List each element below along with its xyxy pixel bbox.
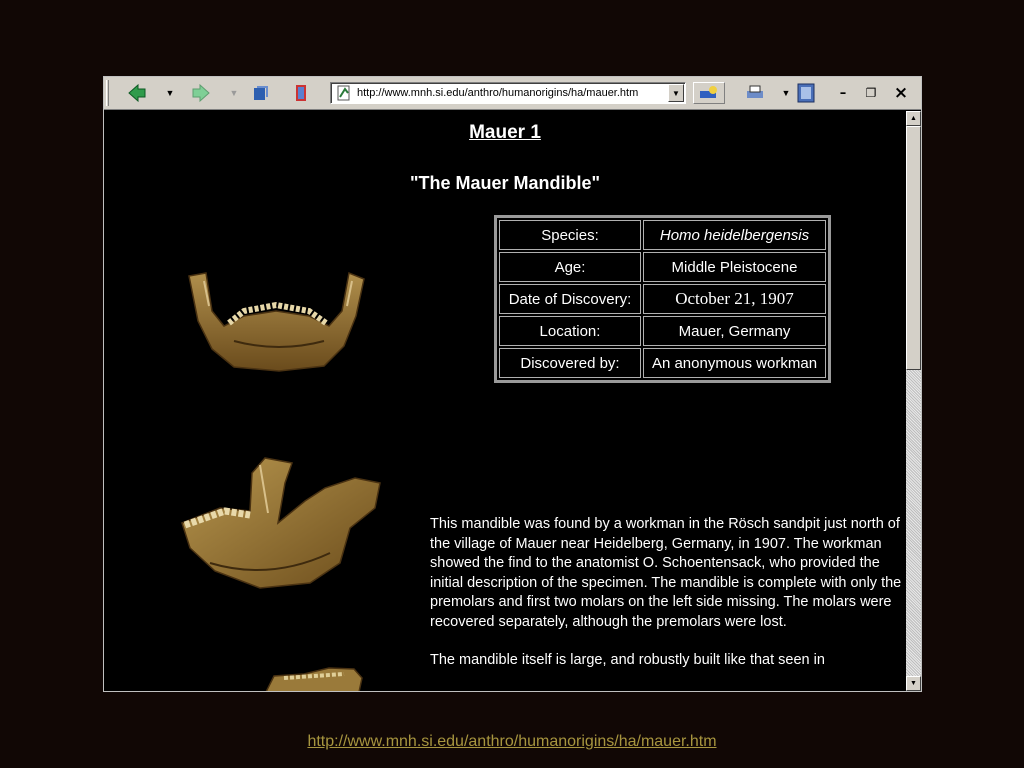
discoverer-value: An anonymous workman xyxy=(643,348,826,378)
species-label: Species: xyxy=(499,220,641,250)
page-icon xyxy=(335,84,353,102)
forward-dropdown-chevron-icon[interactable]: ▼ xyxy=(229,88,239,98)
age-label: Age: xyxy=(499,252,641,282)
table-row xyxy=(499,284,826,314)
date-label: Date of Discovery: xyxy=(499,284,641,314)
table-row xyxy=(499,220,826,250)
forward-icon[interactable] xyxy=(190,82,212,104)
location-label: Location: xyxy=(499,316,641,346)
print-dropdown-chevron-icon[interactable]: ▼ xyxy=(781,88,791,98)
mandible-front-view-image xyxy=(184,271,369,381)
browser-window xyxy=(103,76,922,692)
address-dropdown-chevron-icon[interactable]: ▼ xyxy=(668,84,684,102)
scroll-thumb[interactable] xyxy=(906,126,921,370)
stop-icon[interactable] xyxy=(290,82,312,104)
edit-icon[interactable] xyxy=(794,82,818,104)
location-value: Mauer, Germany xyxy=(643,316,826,346)
date-value: October 21, 1907 xyxy=(643,284,826,314)
back-icon[interactable] xyxy=(126,82,148,104)
species-value: Homo heidelbergensis xyxy=(643,220,826,250)
scroll-up-arrow-icon[interactable]: ▲ xyxy=(906,111,921,126)
search-icon[interactable] xyxy=(693,82,725,104)
address-bar[interactable] xyxy=(330,82,686,104)
description-paragraph: The mandible itself is large, and robustly built like that seen in xyxy=(430,652,825,668)
scroll-down-arrow-icon[interactable]: ▼ xyxy=(906,676,921,691)
toolbar-grip[interactable] xyxy=(106,80,109,106)
table-row xyxy=(499,316,826,346)
page-subtitle: "The Mauer Mandible" xyxy=(409,173,601,193)
browser-toolbar xyxy=(104,77,921,110)
specimen-info-table xyxy=(494,215,831,383)
table-row xyxy=(499,348,826,378)
age-value: Middle Pleistocene xyxy=(643,252,826,282)
mandible-side-view-image xyxy=(180,453,385,593)
description-text xyxy=(430,515,906,690)
discoverer-label: Discovered by: xyxy=(499,348,641,378)
vertical-scrollbar[interactable] xyxy=(906,111,921,691)
table-row xyxy=(499,252,826,282)
back-dropdown-chevron-icon[interactable]: ▼ xyxy=(165,88,175,98)
refresh-icon[interactable] xyxy=(250,82,272,104)
page-title: Mauer 1 xyxy=(469,122,541,143)
close-button[interactable]: × xyxy=(893,83,909,103)
mandible-top-view-image xyxy=(264,666,364,691)
caption-link[interactable]: http://www.mnh.si.edu/anthro/humanorigins/ha/mauer.htm xyxy=(307,733,717,750)
minimize-button[interactable]: – xyxy=(839,85,847,101)
description-paragraph: This mandible was found by a workman in the Rösch sandpit just north of the village of Mauer near Heidelberg, Germany, in 1907. The workman showed the find to the anatomist O. Schoentensack, who provided the initial description of the specimen. The mandible is complete with only the premolars and first two molars on the left side missing. The molars were recovered separately, although the premolars were lost. xyxy=(430,516,902,630)
page-content xyxy=(104,111,906,691)
address-url[interactable]: http://www.mnh.si.edu/anthro/humanorigins/ha/mauer.htm xyxy=(357,87,639,99)
print-icon[interactable] xyxy=(742,82,768,104)
restore-button[interactable]: ❐ xyxy=(865,86,877,100)
